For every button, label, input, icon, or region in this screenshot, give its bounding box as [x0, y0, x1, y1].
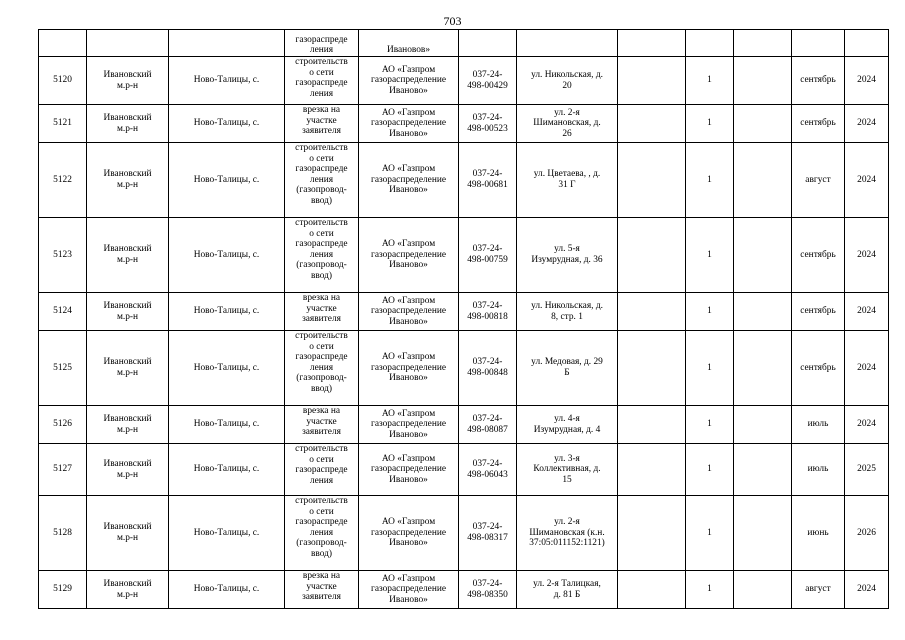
- address-cell: ул. 2-я Шимановская, д. 26: [517, 105, 618, 143]
- application-code-cell: 037-24- 498-00848: [459, 331, 517, 406]
- empty-cell: [618, 496, 686, 571]
- work-type-cell: врезка на участке заявителя: [285, 406, 359, 444]
- organization-cell: АО «Газпром газораспределение Иваново»: [359, 444, 459, 496]
- quantity-cell: 1: [686, 218, 734, 293]
- year-cell: 2024: [845, 571, 889, 609]
- district-cell: Ивановский м.р-н: [87, 105, 169, 143]
- address-cell: ул. 5-я Изумрудная, д. 36: [517, 218, 618, 293]
- work-type-cell: строительств о сети газораспреде ления (газопровод- ввод): [285, 143, 359, 218]
- address-cell: ул. 3-я Коллективная, д. 15: [517, 444, 618, 496]
- district-cell: Ивановский м.р-н: [87, 571, 169, 609]
- application-code-cell: 037-24- 498-00818: [459, 293, 517, 331]
- district-cell: Ивановский м.р-н: [87, 218, 169, 293]
- row-number-cell: 5121: [39, 105, 87, 143]
- row-number-cell: 5128: [39, 496, 87, 571]
- row-number-cell: 5123: [39, 218, 87, 293]
- month-cell: июнь: [792, 496, 845, 571]
- organization-cell: АО «Газпром газораспределение Иваново»: [359, 143, 459, 218]
- continuation-org-cell: Ивановов»: [359, 30, 459, 57]
- empty-cell: [618, 331, 686, 406]
- organization-cell: АО «Газпром газораспределение Иваново»: [359, 496, 459, 571]
- locality-cell: Ново-Талицы, с.: [169, 571, 285, 609]
- application-code-cell: 037-24- 498-00429: [459, 57, 517, 105]
- year-cell: 2024: [845, 143, 889, 218]
- quantity-cell: 1: [686, 406, 734, 444]
- empty-cell: [618, 406, 686, 444]
- address-cell: ул. 2-я Талицкая, д. 81 Б: [517, 571, 618, 609]
- work-type-cell: строительств о сети газораспреде ления: [285, 444, 359, 496]
- month-cell: сентябрь: [792, 57, 845, 105]
- empty-cell: [734, 496, 792, 571]
- year-cell: 2024: [845, 293, 889, 331]
- row-number-cell: 5127: [39, 444, 87, 496]
- locality-cell: Ново-Талицы, с.: [169, 105, 285, 143]
- work-type-cell: строительств о сети газораспреде ления (газопровод- ввод): [285, 218, 359, 293]
- district-cell: Ивановский м.р-н: [87, 444, 169, 496]
- work-type-cell: врезка на участке заявителя: [285, 105, 359, 143]
- application-code-cell: 037-24- 498-00681: [459, 143, 517, 218]
- address-cell: ул. Никольская, д. 20: [517, 57, 618, 105]
- empty-cell: [618, 57, 686, 105]
- month-cell: июль: [792, 444, 845, 496]
- address-cell: ул. 4-я Изумрудная, д. 4: [517, 406, 618, 444]
- application-code-cell: 037-24- 498-08350: [459, 571, 517, 609]
- address-cell: ул. Цветаева, , д. 31 Г: [517, 143, 618, 218]
- empty-cell: [734, 293, 792, 331]
- application-code-cell: 037-24- 498-00759: [459, 218, 517, 293]
- locality-cell: Ново-Талицы, с.: [169, 496, 285, 571]
- work-type-cell: врезка на участке заявителя: [285, 571, 359, 609]
- empty-cell: [618, 293, 686, 331]
- quantity-cell: 1: [686, 57, 734, 105]
- work-type-cell: строительств о сети газораспреде ления (газопровод- ввод): [285, 331, 359, 406]
- district-cell: Ивановский м.р-н: [87, 496, 169, 571]
- month-cell: август: [792, 143, 845, 218]
- work-type-cell: строительств о сети газораспреде ления (газопровод- ввод): [285, 496, 359, 571]
- locality-cell: Ново-Талицы, с.: [169, 143, 285, 218]
- empty-cell: [618, 218, 686, 293]
- quantity-cell: 1: [686, 293, 734, 331]
- row-number-cell: 5125: [39, 331, 87, 406]
- locality-cell: Ново-Талицы, с.: [169, 218, 285, 293]
- empty-cell: [618, 105, 686, 143]
- row-number-cell: 5129: [39, 571, 87, 609]
- work-type-cell: врезка на участке заявителя: [285, 293, 359, 331]
- table-row: [39, 571, 889, 609]
- year-cell: 2024: [845, 218, 889, 293]
- organization-cell: АО «Газпром газораспределение Иваново»: [359, 105, 459, 143]
- application-code-cell: 037-24- 498-08317: [459, 496, 517, 571]
- year-cell: 2025: [845, 444, 889, 496]
- month-cell: сентябрь: [792, 218, 845, 293]
- year-cell: 2024: [845, 57, 889, 105]
- address-cell: ул. Никольская, д. 8, стр. 1: [517, 293, 618, 331]
- continuation-type-cell: газораспреде ления: [285, 30, 359, 57]
- empty-cell: [618, 571, 686, 609]
- year-cell: 2026: [845, 496, 889, 571]
- work-type-cell: строительств о сети газораспреде ления: [285, 57, 359, 105]
- row-number-cell: 5124: [39, 293, 87, 331]
- table-row: [39, 105, 889, 143]
- row-number-cell: 5120: [39, 57, 87, 105]
- empty-cell: [734, 105, 792, 143]
- quantity-cell: 1: [686, 496, 734, 571]
- district-cell: Ивановский м.р-н: [87, 143, 169, 218]
- quantity-cell: 1: [686, 444, 734, 496]
- locality-cell: Ново-Талицы, с.: [169, 444, 285, 496]
- table-row: [39, 143, 889, 218]
- registry-table: [38, 29, 889, 609]
- application-code-cell: 037-24- 498-08087: [459, 406, 517, 444]
- quantity-cell: 1: [686, 105, 734, 143]
- month-cell: июль: [792, 406, 845, 444]
- table-row: [39, 496, 889, 571]
- organization-cell: АО «Газпром газораспределение Иваново»: [359, 571, 459, 609]
- empty-cell: [734, 571, 792, 609]
- table-row: [39, 444, 889, 496]
- district-cell: Ивановский м.р-н: [87, 293, 169, 331]
- quantity-cell: 1: [686, 331, 734, 406]
- table-row: [39, 57, 889, 105]
- locality-cell: Ново-Талицы, с.: [169, 57, 285, 105]
- organization-cell: АО «Газпром газораспределение Иваново»: [359, 57, 459, 105]
- locality-cell: Ново-Талицы, с.: [169, 406, 285, 444]
- month-cell: август: [792, 571, 845, 609]
- row-number-cell: 5126: [39, 406, 87, 444]
- locality-cell: Ново-Талицы, с.: [169, 331, 285, 406]
- application-code-cell: 037-24- 498-00523: [459, 105, 517, 143]
- quantity-cell: 1: [686, 143, 734, 218]
- year-cell: 2024: [845, 105, 889, 143]
- month-cell: сентябрь: [792, 105, 845, 143]
- table-row: [39, 331, 889, 406]
- table-row: [39, 406, 889, 444]
- month-cell: сентябрь: [792, 293, 845, 331]
- page-number: 703: [443, 14, 462, 28]
- table-row: [39, 218, 889, 293]
- locality-cell: Ново-Талицы, с.: [169, 293, 285, 331]
- table-row: [39, 293, 889, 331]
- organization-cell: АО «Газпром газораспределение Иваново»: [359, 406, 459, 444]
- year-cell: 2024: [845, 331, 889, 406]
- application-code-cell: 037-24- 498-06043: [459, 444, 517, 496]
- district-cell: Ивановский м.р-н: [87, 406, 169, 444]
- row-number-cell: 5122: [39, 143, 87, 218]
- organization-cell: АО «Газпром газораспределение Иваново»: [359, 331, 459, 406]
- empty-cell: [734, 444, 792, 496]
- quantity-cell: 1: [686, 571, 734, 609]
- district-cell: Ивановский м.р-н: [87, 57, 169, 105]
- empty-cell: [734, 57, 792, 105]
- empty-cell: [734, 331, 792, 406]
- address-cell: ул. 2-я Шимановская (к.н. 37:05:011152:1121): [517, 496, 618, 571]
- empty-cell: [618, 143, 686, 218]
- empty-cell: [734, 143, 792, 218]
- empty-cell: [734, 218, 792, 293]
- continuation-row: [39, 30, 889, 57]
- year-cell: 2024: [845, 406, 889, 444]
- month-cell: сентябрь: [792, 331, 845, 406]
- address-cell: ул. Медовая, д. 29 Б: [517, 331, 618, 406]
- empty-cell: [618, 444, 686, 496]
- empty-cell: [734, 406, 792, 444]
- organization-cell: АО «Газпром газораспределение Иваново»: [359, 293, 459, 331]
- district-cell: Ивановский м.р-н: [87, 331, 169, 406]
- organization-cell: АО «Газпром газораспределение Иваново»: [359, 218, 459, 293]
